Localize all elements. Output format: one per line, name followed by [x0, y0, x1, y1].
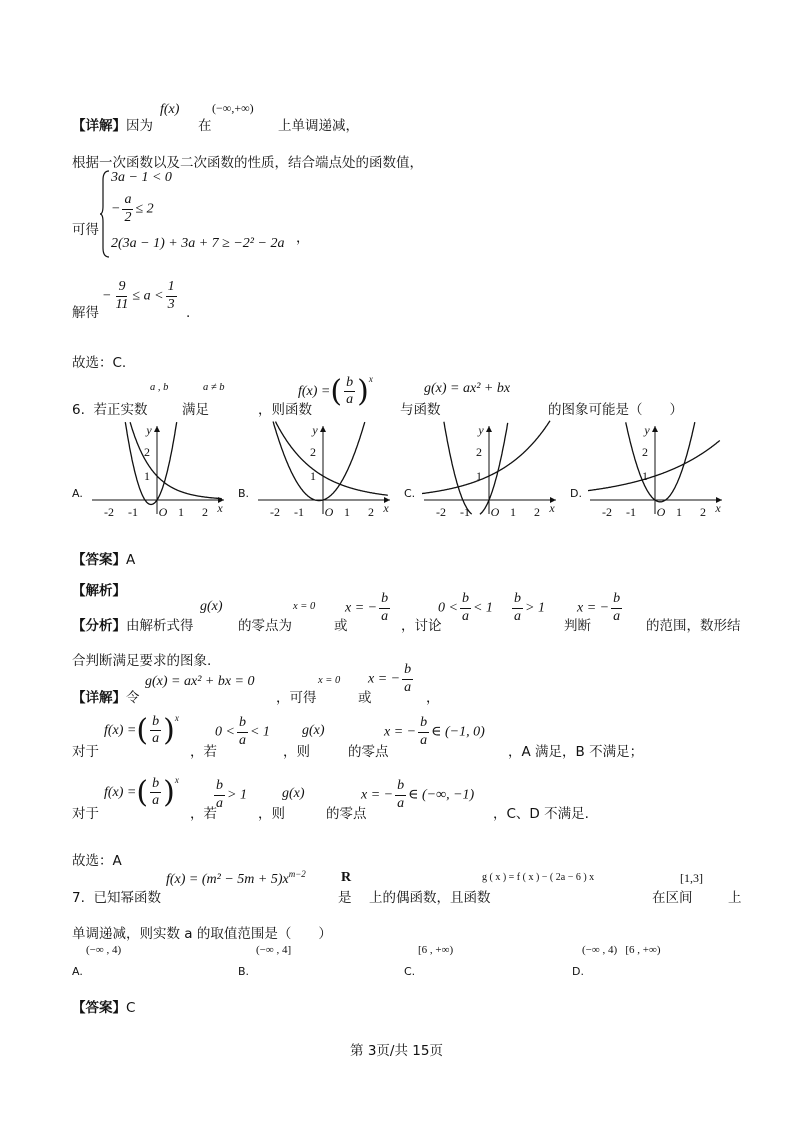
- answer-a-line: 故选：A: [72, 853, 122, 869]
- q7-text-d: 在区间: [652, 890, 693, 906]
- exponential-curve: [130, 422, 222, 498]
- fenxi-line: 【分析】由解析式得: [72, 618, 194, 634]
- exponential-curve: [422, 421, 550, 494]
- parabola-curve: [626, 422, 695, 502]
- fenxi-range2: $\frac{b}{a}$ > 1: [514, 591, 545, 624]
- duiyu-1: 对于: [72, 744, 99, 760]
- x-tick-label: 1: [676, 505, 682, 519]
- solution-period: .: [186, 305, 191, 321]
- jiede-label: 解得: [72, 305, 99, 321]
- system-line-3: 2(3a − 1) + 3a + 7 ≥ −2² − 2a: [111, 236, 285, 251]
- interval-label: (−∞,+∞): [212, 101, 254, 115]
- y-tick-label: 2: [476, 445, 482, 459]
- opt7-d-label[interactable]: D.: [572, 965, 584, 978]
- y-axis-label: y: [644, 423, 650, 437]
- x-tick-label: 1: [178, 505, 184, 519]
- y-axis-arrow: [652, 426, 658, 432]
- y-axis-label: y: [146, 423, 152, 437]
- y-axis-label: y: [312, 423, 318, 437]
- duiyu-1-e: ，A 满足，B 不满足；: [508, 744, 644, 760]
- exponential-curve: [276, 422, 388, 496]
- text-line-2: 根据一次函数以及二次函数的性质，结合端点处的函数值，: [72, 155, 423, 171]
- y-tick-label: 2: [642, 445, 648, 459]
- opt7-b-label[interactable]: B.: [238, 965, 250, 978]
- xiangjie6-xba: x = − $\frac{b}{a}$: [368, 662, 412, 695]
- duiyu-2-range: $\frac{b}{a}$ > 1: [216, 778, 247, 811]
- duiyu-1-fx: f(x) =( $\frac{b}{a}$ )$^x$: [104, 712, 179, 748]
- duiyu-2-fx: f(x) =( $\frac{b}{a}$ )$^x$: [104, 774, 179, 810]
- system-line-1: 3a − 1 < 0: [111, 170, 172, 185]
- y-tick-label: 1: [144, 469, 150, 483]
- graph-label-b: B.: [238, 487, 250, 500]
- xiangjie6-post: ，: [426, 690, 440, 706]
- x-tick-label: -2: [270, 505, 280, 519]
- detail-text-a: 因为: [126, 118, 153, 134]
- fenxi-gx: g(x): [200, 599, 223, 614]
- fenxi-e: 判断: [564, 618, 591, 634]
- system-comma: ，: [296, 230, 310, 246]
- duiyu-1-range: 0 < $\frac{b}{a}$ < 1: [215, 715, 270, 748]
- graph-label-c: C.: [404, 487, 416, 500]
- origin-label: O: [656, 505, 666, 519]
- q6-ab: a , b: [150, 382, 169, 393]
- graph-label-a: A.: [72, 487, 83, 500]
- fenxi-x0: x = 0: [293, 601, 316, 612]
- duiyu-2-d: 的零点: [326, 806, 367, 822]
- q6-text-d: 与函数: [400, 402, 441, 418]
- q6-aneb: a ≠ b: [203, 382, 225, 393]
- x-tick-label: 1: [344, 505, 350, 519]
- fenxi-b: 的零点为: [238, 618, 292, 634]
- duiyu-1-gx: g(x): [302, 723, 325, 738]
- duiyu-1-c: ，则: [283, 744, 310, 760]
- opt7-b-val: (−∞ , 4]: [256, 944, 292, 956]
- q6-number: 6. 若正实数: [72, 402, 148, 418]
- opt7-c-label[interactable]: C.: [404, 965, 416, 978]
- q6-text-b: 满足: [182, 402, 209, 418]
- detail-text-b: 在: [198, 118, 212, 134]
- xiangjie6-eq: g(x) = ax² + bx = 0: [145, 674, 255, 689]
- detail-tag: 【详解】: [72, 118, 126, 134]
- y-axis-arrow: [154, 426, 160, 432]
- opt7-c-val: [6 , +∞): [418, 944, 454, 956]
- system-line-2: − $\frac{a}{2}$ ≤ 2: [111, 192, 154, 225]
- fenxi-range1: 0 < $\frac{b}{a}$ < 1: [438, 591, 493, 624]
- origin-label: O: [158, 505, 168, 519]
- q7-R: R: [341, 870, 352, 885]
- q6-text-e: 的图象可能是（ ）: [548, 402, 683, 418]
- q7-fx: $f(x) = (m^2 - 5m + 5)x^{m-2}$: [166, 869, 306, 887]
- x-axis-label: x: [549, 501, 555, 515]
- xiangjie6: 【详解】令: [72, 690, 140, 706]
- q6-gx: g(x) = ax² + bx: [424, 381, 511, 396]
- q7-line-2: 单调递减，则实数 a 的取值范围是（ ）: [72, 926, 332, 942]
- duiyu-2-c: ，则: [258, 806, 285, 822]
- q6-fx: f(x) =( $\frac{b}{a}$ )$^x$: [298, 373, 373, 409]
- keyi-label: 可得: [72, 222, 99, 238]
- origin-label: O: [324, 505, 334, 519]
- duiyu-2-e: ，C、D 不满足.: [493, 806, 589, 822]
- x-tick-label: -2: [602, 505, 612, 519]
- x-tick-label: -1: [460, 505, 470, 519]
- y-tick-label: 2: [144, 445, 150, 459]
- fenxi-c: 或: [334, 618, 348, 634]
- q7-text-e: 上: [728, 890, 742, 906]
- y-tick-label: 1: [642, 469, 648, 483]
- x-axis-label: x: [383, 501, 389, 515]
- x-axis-label: x: [217, 501, 223, 515]
- x-tick-label: -2: [436, 505, 446, 519]
- opt7-d-val: (−∞ , 4) [6 , +∞): [582, 944, 661, 956]
- duiyu-2: 对于: [72, 806, 99, 822]
- fenxi-xba-2: x = − $\frac{b}{a}$: [577, 591, 621, 624]
- opt7-a-label[interactable]: A.: [72, 965, 83, 978]
- q7-text-b: 是: [338, 890, 352, 906]
- fenxi-line-2: 合判断满足要求的图象.: [72, 653, 212, 669]
- q7-gx: g ( x ) = f ( x ) − ( 2a − 6 ) x: [482, 872, 595, 883]
- xiangjie6-x0: x = 0: [318, 675, 341, 686]
- duiyu-2-xv: x = − $\frac{b}{a}$ ∈ (−∞, −1): [361, 778, 475, 811]
- q7-text-a: 7. 已知幂函数: [72, 890, 161, 906]
- y-tick-label: 2: [310, 445, 316, 459]
- ans6: 【答案】A: [72, 552, 136, 568]
- x-tick-label: -2: [104, 505, 114, 519]
- graph-a: [90, 420, 230, 520]
- fx-label: f(x): [160, 102, 180, 117]
- fenxi-d: ，讨论: [401, 618, 442, 634]
- duiyu-1-d: 的零点: [348, 744, 389, 760]
- duiyu-2-b: ，若: [190, 806, 217, 822]
- y-axis-arrow: [486, 426, 492, 432]
- graph-b: [256, 420, 396, 520]
- fenxi-xba: x = − $\frac{b}{a}$: [345, 591, 389, 624]
- q6-text-c: ，则函数: [258, 402, 312, 418]
- x-tick-label: -1: [128, 505, 138, 519]
- x-tick-label: -1: [294, 505, 304, 519]
- x-tick-label: 1: [510, 505, 516, 519]
- q7-text-c: 上的偶函数，且函数: [369, 890, 491, 906]
- x-tick-label: -1: [626, 505, 636, 519]
- x-tick-label: 2: [202, 505, 208, 519]
- graph-label-d: D.: [570, 487, 582, 500]
- x-axis-label: x: [715, 501, 721, 515]
- answer-line-5: 故选：C.: [72, 355, 127, 371]
- x-tick-label: 2: [534, 505, 540, 519]
- jiexi6: 【解析】: [72, 583, 126, 599]
- y-axis-label: y: [478, 423, 484, 437]
- parabola-curve: [273, 422, 365, 501]
- duiyu-2-gx: g(x): [282, 786, 305, 801]
- detail-line-1: [72, 120, 153, 134]
- opt7-a-val: (−∞ , 4): [86, 944, 122, 956]
- xiangjie6-b: ，可得: [276, 690, 317, 706]
- detail-text-c: 上单调递减，: [278, 118, 359, 134]
- y-tick-label: 1: [310, 469, 316, 483]
- xiangjie6-c: 或: [358, 690, 372, 706]
- exponential-curve: [588, 441, 720, 491]
- system-brace: [99, 170, 111, 258]
- solution-inequality: − $\frac{9}{11}$ ≤ a < $\frac{1}{3}$: [102, 279, 175, 312]
- ans7: 【答案】C: [72, 1000, 136, 1016]
- graph-d: [588, 420, 728, 520]
- graph-c: [422, 420, 562, 520]
- x-tick-label: 2: [368, 505, 374, 519]
- origin-label: O: [490, 505, 500, 519]
- duiyu-1-xv: x = − $\frac{b}{a}$ ∈ (−1, 0): [384, 715, 485, 748]
- y-tick-label: 1: [476, 469, 482, 483]
- fenxi-f: 的范围，数形结: [646, 618, 741, 634]
- y-axis-arrow: [320, 426, 326, 432]
- x-tick-label: 2: [700, 505, 706, 519]
- duiyu-1-b: ，若: [190, 744, 217, 760]
- q7-interval: [1,3]: [680, 871, 703, 885]
- page-footer: 第 3页/共 15页: [350, 1043, 443, 1059]
